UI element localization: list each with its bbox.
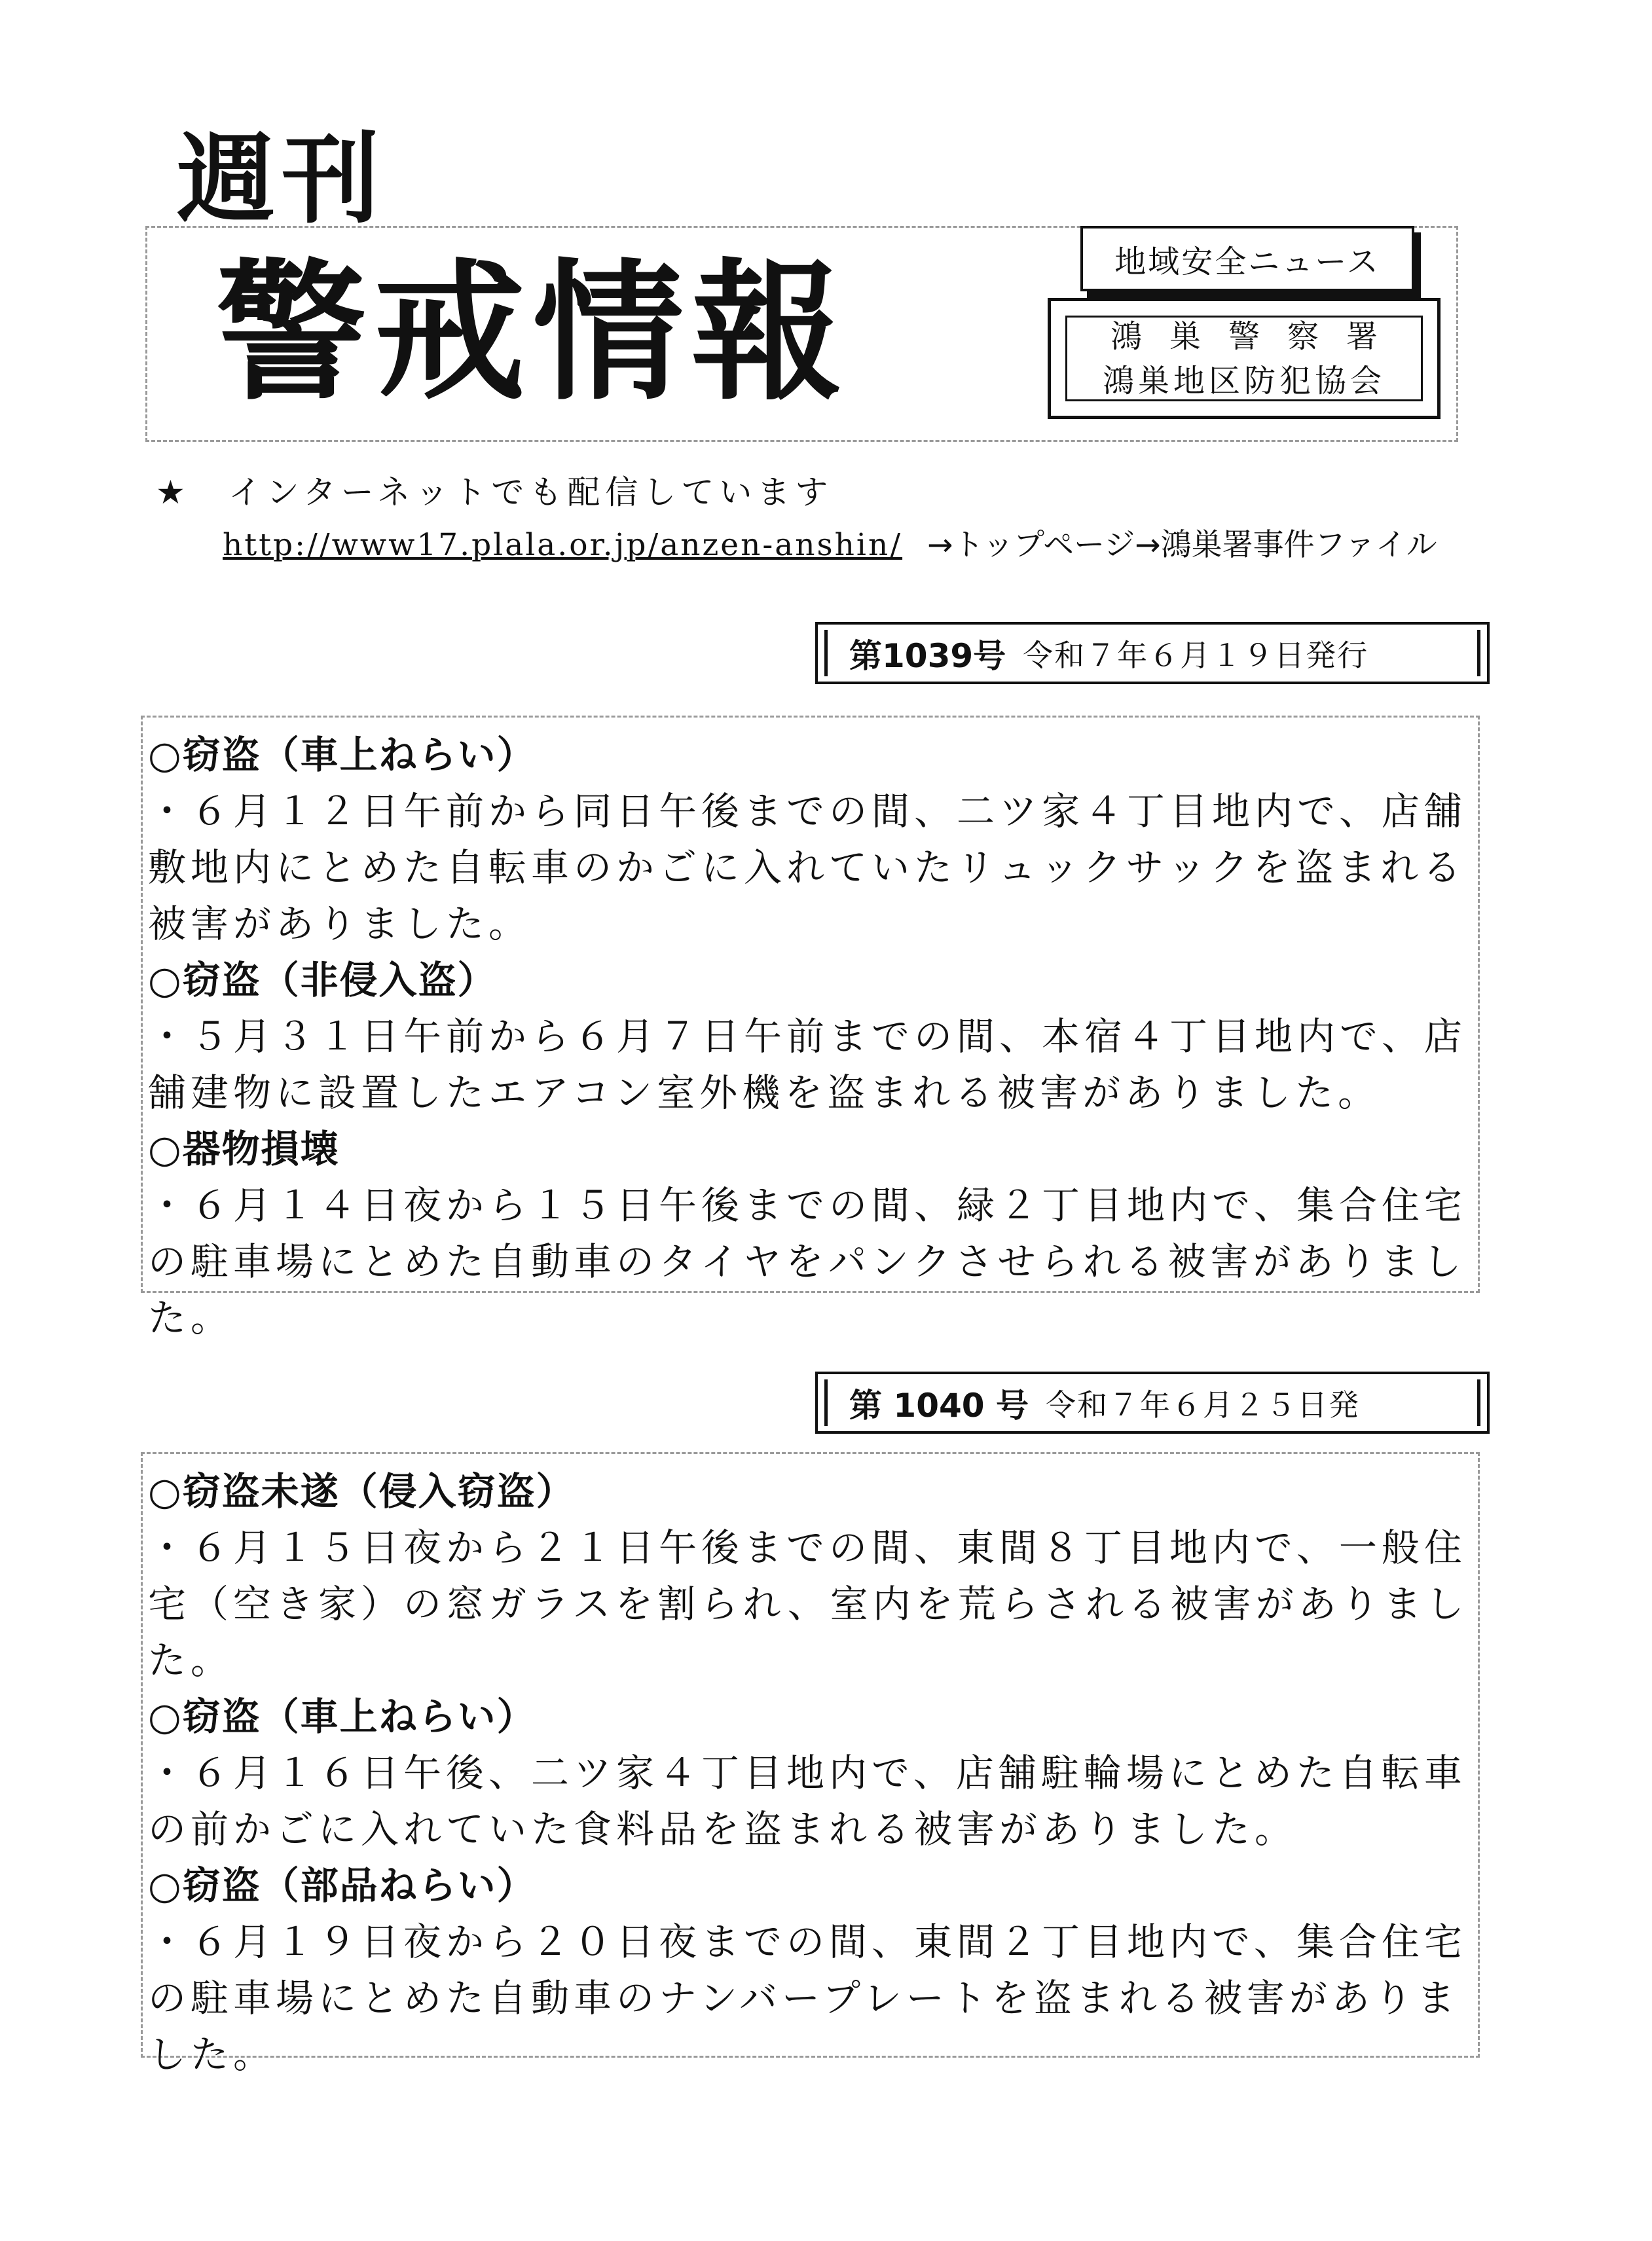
issuer-box [1048,298,1441,419]
report-heading: ○窃盗（部品ねらい） [148,1863,536,1908]
report-heading: ○窃盗未遂（侵入窃盗） [148,1469,576,1514]
report-heading: ○窃盗（車上ねらい） [148,1694,536,1739]
issuer-police-station: 鴻巣警察署 [1110,318,1405,355]
news-tag [1080,226,1414,291]
issue-date: 令和７年６月１９日発行 [1023,637,1369,673]
report-body: ・６月１４日夜から１５日午後までの間、緑２丁目地内で、集合住宅の駐車場にとめた自動車のタイヤをパンクさせられる被害がありました。 [148,1183,1467,1340]
masthead-weekly-label: 週刊 [177,123,387,237]
report-body: ・６月１５日夜から２１日午後までの間、東間８丁目地内で、一般住宅（空き家）の窓ガラスを割られ、室内を荒らされる被害がありました。 [148,1525,1469,1683]
internet-notice: ★ インターネットでも配信しています [156,473,834,511]
website-link[interactable]: http://www17.plala.or.jp/anzen-anshin/ [223,527,903,563]
report-heading: ○窃盗（車上ねらい） [148,733,536,777]
issue-number: 第 1040 号 [849,1386,1029,1425]
report-heading: ○器物損壊 [148,1127,340,1171]
news-tag-label: 地域安全ニュース [1114,243,1380,280]
issue-date: 令和７年６月２５日発 [1045,1387,1360,1423]
report-heading: ○窃盗（非侵入盗） [148,958,497,1002]
issue-header [815,622,1490,684]
report-body: ・６月１６日午後、二ツ家４丁目地内で、店舗駐輪場にとめた自転車の前かごに入れていた食料品を盗まれる被害がありました。 [148,1751,1467,1851]
report-section [141,716,1480,1340]
report-body: ・５月３１日午前から６月７日午前までの間、本宿４丁目地内で、店舗建物に設置したエアコン室外機を盗まれる被害がありました。 [148,1014,1467,1115]
issue-number: 第1039号 [849,636,1006,675]
report-section [141,1452,1480,2077]
issue-header [815,1372,1490,1434]
masthead-title: 警戒情報 [216,246,851,421]
report-body: ・６月１９日夜から２０日夜までの間、東間２丁目地内で、集合住宅の駐車場にとめた自動車のナンバープレートを盗まれる被害がありました。 [148,1920,1467,2077]
issuer-crime-prevention-assoc: 鴻巣地区防犯協会 [1102,362,1386,399]
navigation-path: →トップページ→鴻巣署事件ファイル [927,527,1437,563]
report-body: ・６月１２日午前から同日午後までの間、二ツ家４丁目地内で、店舗敷地内にとめた自転車のかごに入れていたリュックサックを盗まれる被害がありました。 [148,789,1467,946]
url-line [223,520,1437,564]
